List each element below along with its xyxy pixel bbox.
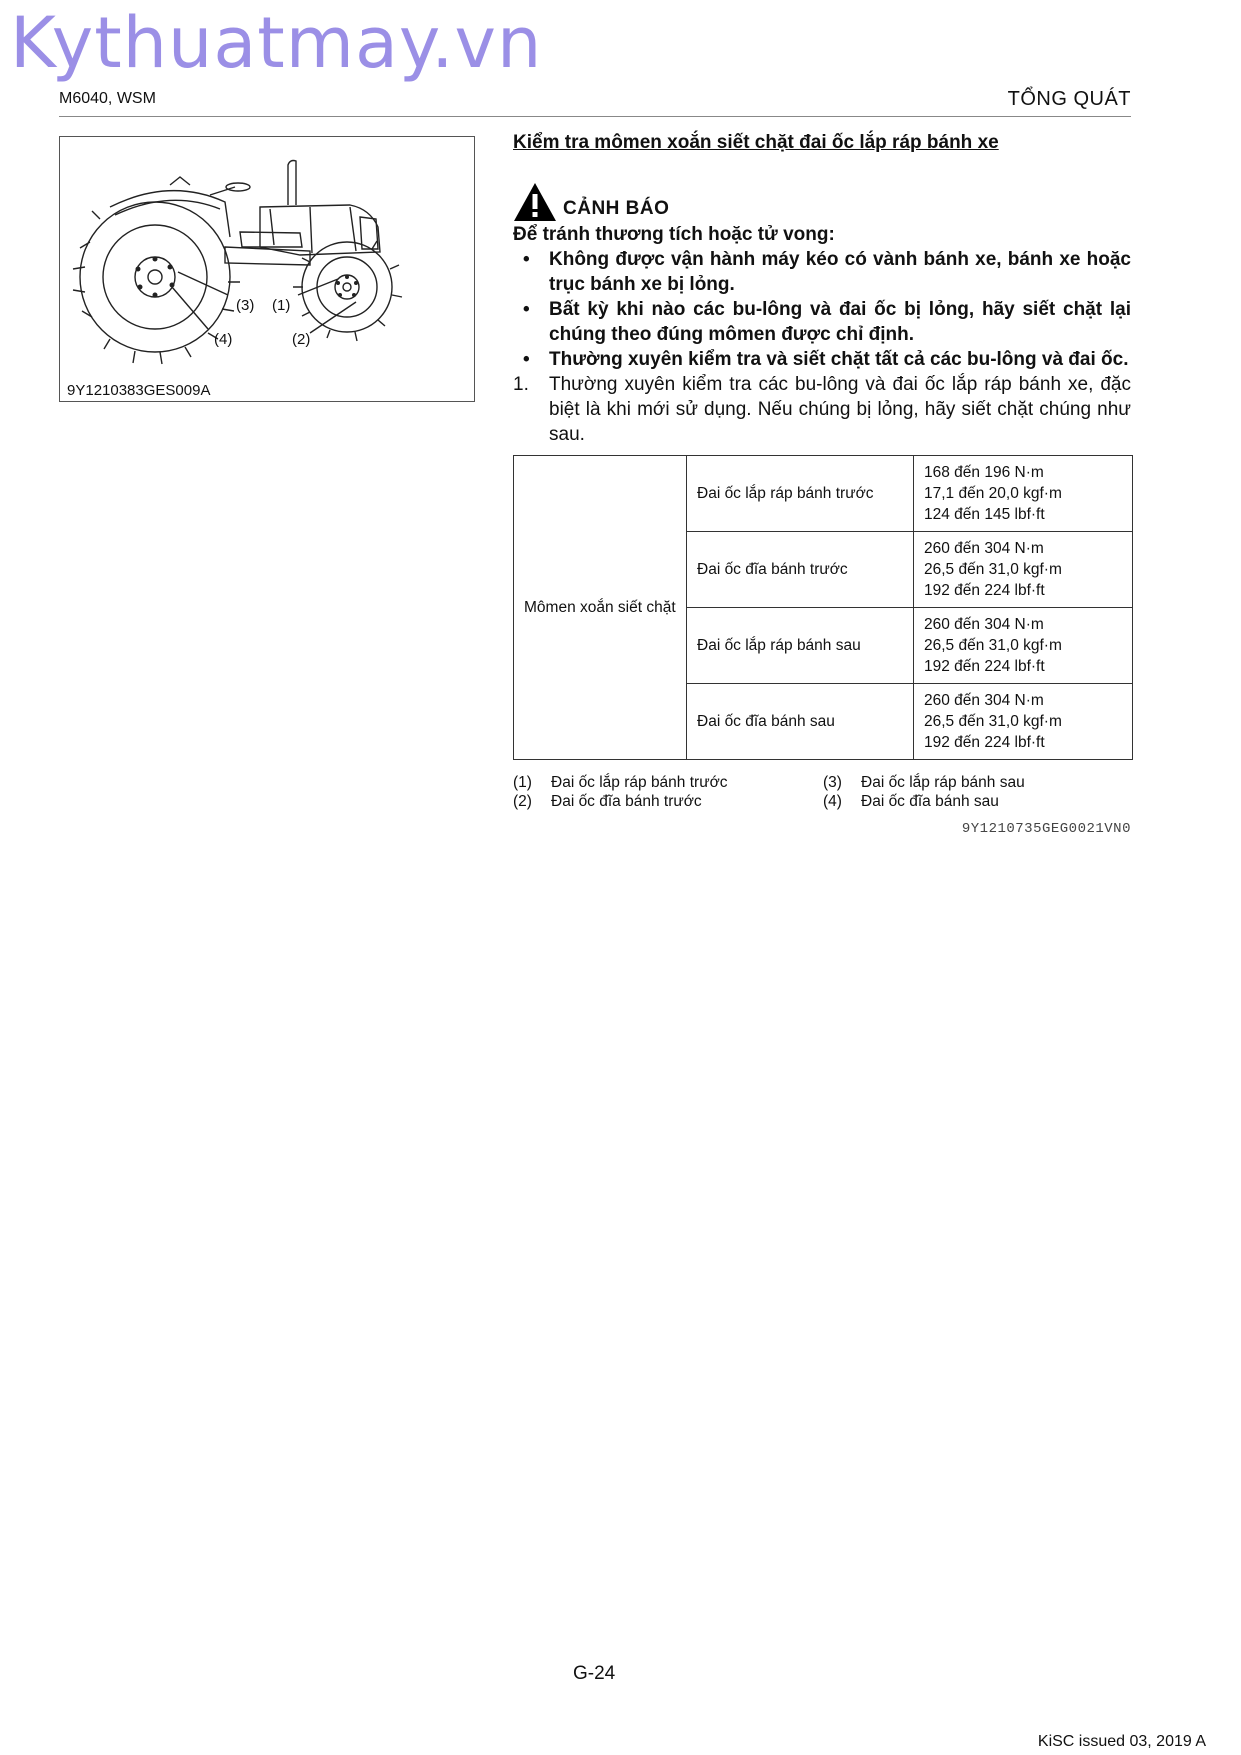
issued-note: KiSC issued 03, 2019 A [1037, 1733, 1206, 1750]
item-cell: Đai ốc lắp ráp bánh sau [687, 608, 914, 684]
warning-header [513, 178, 1131, 222]
page-number: G-24 [573, 1663, 616, 1684]
watermark: Kythuatmay.vn [10, 2, 543, 84]
legend-item: (1) Đai ốc lắp ráp bánh trước [513, 774, 728, 791]
item-cell: Đai ốc đĩa bánh trước [687, 532, 914, 608]
header-rule [59, 116, 1131, 117]
step-text: Thường xuyên kiểm tra các bu-lông và đai ốc lắp ráp bánh xe, đặc biệt là khi mới sử dụng. Nếu chúng bị lỏng, hãy siết chặt chúng như sau. [549, 374, 1131, 445]
value-cell: 260 đến 304 N·m 26,5 đến 31,0 kgf·m 192 đến 224 lbf·ft [914, 684, 1133, 760]
warning-item: • Thường xuyên kiểm tra và siết chặt tất cả các bu-lông và đai ốc. [523, 349, 1129, 370]
group-label-cell: Mômen xoắn siết chặt [514, 456, 687, 760]
warning-word: CẢNH BÁO [563, 198, 670, 219]
value-cell: 168 đến 196 N·m 17,1 đến 20,0 kgf·m 124 đến 145 lbf·ft [914, 456, 1133, 532]
legend-item: (4) Đai ốc đĩa bánh sau [823, 793, 999, 810]
warning-item: • Không được vận hành máy kéo có vành bánh xe, bánh xe hoặc trục bánh xe bị lỏng. [523, 249, 1131, 295]
torque-table [513, 455, 1133, 760]
tractor-illustration [60, 137, 474, 401]
warning-triangle-icon [513, 182, 557, 222]
value-cell: 260 đến 304 N·m 26,5 đến 31,0 kgf·m 192 đến 224 lbf·ft [914, 608, 1133, 684]
callout-2: (2) [292, 331, 311, 348]
figure-code: 9Y1210383GES009A [67, 382, 211, 399]
main-content [513, 132, 1131, 837]
document-code: 9Y1210735GEG0021VN0 [961, 821, 1131, 837]
value-cell: 260 đến 304 N·m 26,5 đến 31,0 kgf·m 192 đến 224 lbf·ft [914, 532, 1133, 608]
warning-list [513, 247, 1131, 372]
callout-3: (3) [236, 297, 255, 314]
tractor-figure [59, 136, 475, 402]
callout-1: (1) [272, 297, 291, 314]
table-row [514, 456, 1133, 532]
warning-item: • Bất kỳ khi nào các bu-lông và đai ốc bị lỏng, hãy siết chặt lại chúng theo đúng mômen được chỉ định. [523, 299, 1131, 345]
item-cell: Đai ốc lắp ráp bánh trước [687, 456, 914, 532]
legend-item: (3) Đai ốc lắp ráp bánh sau [823, 774, 1025, 791]
legend-item: (2) Đai ốc đĩa bánh trước [513, 793, 702, 810]
step-number: 1. [513, 374, 529, 395]
header-chapter: TỔNG QUÁT [1007, 88, 1131, 110]
figure-legend [513, 774, 1131, 811]
step-1 [513, 372, 1131, 447]
warning-lead: Để tránh thương tích hoặc tử vong: [513, 224, 835, 245]
header-model: M6040, WSM [59, 90, 156, 107]
item-cell: Đai ốc đĩa bánh sau [687, 684, 914, 760]
callout-4: (4) [214, 331, 233, 348]
section-title: Kiểm tra mômen xoắn siết chặt đai ốc lắp ráp bánh xe [513, 132, 999, 153]
